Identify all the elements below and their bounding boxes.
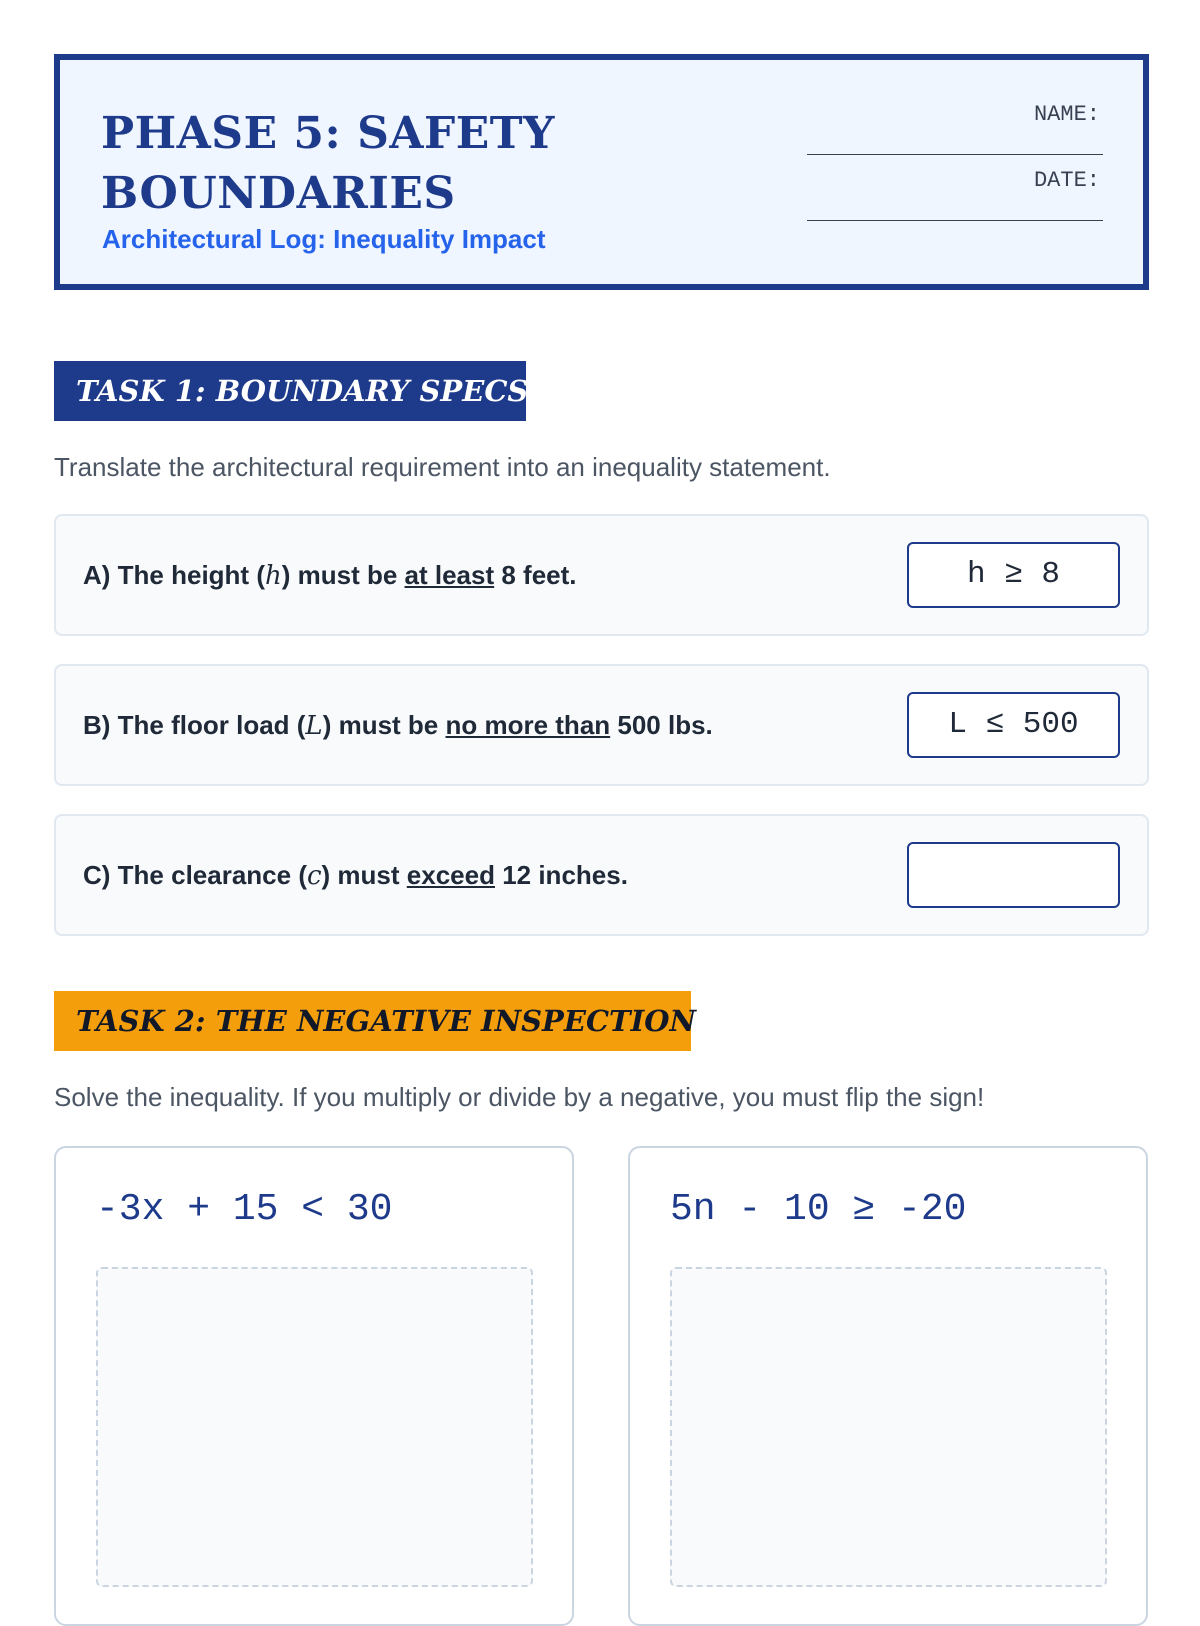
task2-banner: TASK 2: THE NEGATIVE INSPECTION [54,991,691,1051]
name-label: NAME: [1033,102,1100,127]
variable: c [306,861,322,891]
answer-box-b[interactable]: L ≤ 500 [907,692,1120,758]
task1-instructions: Translate the architectural requirement into an inequality statement. [54,452,831,482]
problem-card-1 [54,1146,574,1626]
variable: L [305,711,323,741]
date-field[interactable] [807,220,1103,221]
keyword: exceed [406,860,495,890]
work-area[interactable] [670,1267,1107,1587]
spec-item-b [54,664,1149,786]
date-label: DATE: [1033,168,1100,193]
problem-card-2 [628,1146,1148,1626]
spec-item-c [54,814,1149,936]
answer-box-a[interactable]: h ≥ 8 [907,542,1120,608]
task1-banner: TASK 1: BOUNDARY SPECS [54,361,526,421]
spec-item-a [54,514,1149,636]
keyword: at least [404,560,495,590]
page-subtitle: Architectural Log: Inequality Impact [102,224,546,254]
spec-question: B) The floor load (L) must be no more than 500 lbs. [83,710,713,741]
spec-question: A) The height (h) must be at least 8 feet. [83,560,577,591]
worksheet-header [54,54,1149,290]
answer-box-c[interactable] [907,842,1120,908]
problem-expression: 5n - 10 ≥ -20 [670,1188,967,1231]
keyword: no more than [445,710,611,740]
problem-expression: -3x + 15 < 30 [96,1188,393,1231]
work-area[interactable] [96,1267,533,1587]
page-title: PHASE 5: SAFETY BOUNDARIES [101,108,555,219]
name-field[interactable] [807,154,1103,155]
spec-question: C) The clearance (c) must exceed 12 inches. [83,860,628,891]
task2-instructions: Solve the inequality. If you multiply or divide by a negative, you must flip the sign! [54,1082,985,1112]
variable: h [264,561,282,591]
